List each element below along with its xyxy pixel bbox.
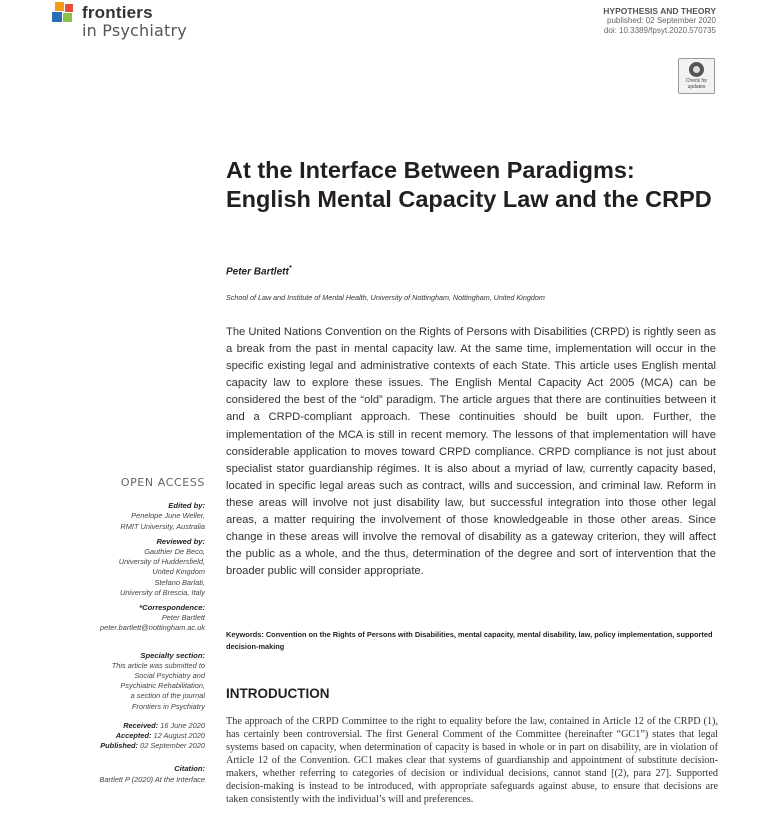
specialty-line: a section of the journal [130,691,205,701]
citation-label: Citation: [174,764,205,774]
reviewer-line: University of Huddersfield, [118,557,205,567]
logo-journal: in Psychiatry [82,21,187,40]
correspondence-label: *Correspondence: [139,603,205,613]
reviewed-by-block [60,537,205,598]
spacer [60,756,205,764]
editor-line[interactable]: Penelope June Weller, [131,511,205,521]
abstract: The United Nations Convention on the Rights of Persons with Disabilities (CRPD) is rightly seen as a break from the past in mental capacity law. At the same time, implementation will occur in the specific existing legal and administrative contexts of each State. This article uses English mental capacity law to explore these issues. The English Mental Capacity Act 2005 (MCA) can be considered the best of the “old” paradigm. The article argues that there are continuities between it and a CRPD-compliant approach. These continuities should be built upon. Further, the implementation of the MCA is still in recent memory. The lessons of that implementation will have considerable application to moves toward CRPD compliance. CRPD compliance is not just about specialist stator guardianship régimes. It is also about a myriad of law, currently capacity based, located in specific legal areas such as contract, wills and succession, and criminal law. Reform in these areas will involve not just disability law, but successful integration into those other legal areas, a matter requiring the involvement of those knowledgeable in those other areas. Since change in these areas will involve the removal of disability as a gateway criterion, they will affect the public as a whole, and the thus, determination of the degree and sort of intervention that the broader public will consider appropriate. [226,326,716,578]
correspondence-email[interactable]: peter.bartlett@nottingham.ac.uk [99,623,205,633]
check-updates-line2: updates [687,84,706,90]
intro-paragraph: The approach of the CRPD Committee to the right to equality before the law, contained in Article 12 of the CRPD (1), has certainly been controversial. The first General Comment of the Committee (hereinafter “GC1”) states that legal systems based on capacity, when determination of capacity is based in whole or in part on disability, are in violation of Article 12 of the Convention. GC1 makes clear that systems of guardianship and appointment of substitute decision-makers, whether referring to categories of decision or individual decisions, cannot stand [(2), para 27]. Supported decision-making is instead to be introduced, with appropriate safeguards against abuse, to ensure that decisions are taken consistently with the individual’s will and preferences. [226,716,718,805]
reviewed-by-label: Reviewed by: [156,536,205,546]
edited-by-block [60,501,205,532]
published-label: Published: [100,741,139,751]
specialty-line: Psychiatric Rehabilitation, [120,681,205,691]
logo-brand: frontiers [82,3,153,22]
reviewer-line: University of Brescia, Italy [119,587,205,597]
accepted-line [60,731,205,741]
author[interactable] [226,265,292,277]
edited-by-label: Edited by: [168,501,205,511]
reviewer-line[interactable]: Stefano Barlati, [154,577,205,587]
reviewer-line: United Kingdom [152,567,205,577]
open-access-label: OPEN ACCESS [120,476,205,489]
author-name[interactable]: Peter Bartlett [226,266,289,278]
check-updates-line1: Check for [685,78,708,84]
specialty-line: This article was submitted to [111,660,205,670]
received-line [60,721,205,731]
frontiers-logo-icon [52,2,78,24]
published-date: 02 September 2020 [140,741,205,751]
accepted-date: 12 August 2020 [153,731,205,741]
article-type: HYPOTHESIS AND THEORY [603,6,716,16]
received-date: 16 June 2020 [160,720,205,730]
spacer [60,639,205,651]
editor-line: RMIT University, Australia [120,521,205,531]
check-for-updates-button[interactable] [678,58,715,94]
section-heading: INTRODUCTION [226,686,330,701]
specialty-label: Specialty section: [140,650,205,660]
article-sidebar [60,478,205,790]
updates-icon [689,62,704,77]
published-line [60,741,205,751]
accepted-label: Accepted: [115,731,152,741]
article-title: At the Interface Between Paradigms: English Mental Capacity Law and the CRPD [226,157,712,212]
keywords: Keywords: Convention on the Rights of Persons with Disabilities, mental capacity, mental disability, law, policy implementation, supported decision-making [226,630,713,651]
citation-text: Bartlett P (2020) At the Interface [99,774,205,784]
specialty-line: Social Psychiatry and [134,671,205,681]
correspondence-name: Peter Bartlett [161,613,205,623]
journal-logo [52,2,202,42]
article-meta [603,6,716,36]
published-date: published: 02 September 2020 [607,16,716,25]
doi[interactable]: doi: 10.3389/fpsyt.2020.570735 [603,26,716,35]
affiliation: School of Law and Institute of Mental Health, University of Nottingham, Nottingham, United Kingdom [226,293,545,302]
author-marker: * [288,265,292,272]
specialty-line: Frontiers in Psychiatry [131,701,205,711]
received-label: Received: [123,720,159,730]
specialty-block [60,651,205,712]
citation-block [60,764,205,784]
reviewer-line[interactable]: Gauthier De Beco, [144,547,205,557]
dates-block [60,721,205,752]
correspondence-block [60,603,205,634]
